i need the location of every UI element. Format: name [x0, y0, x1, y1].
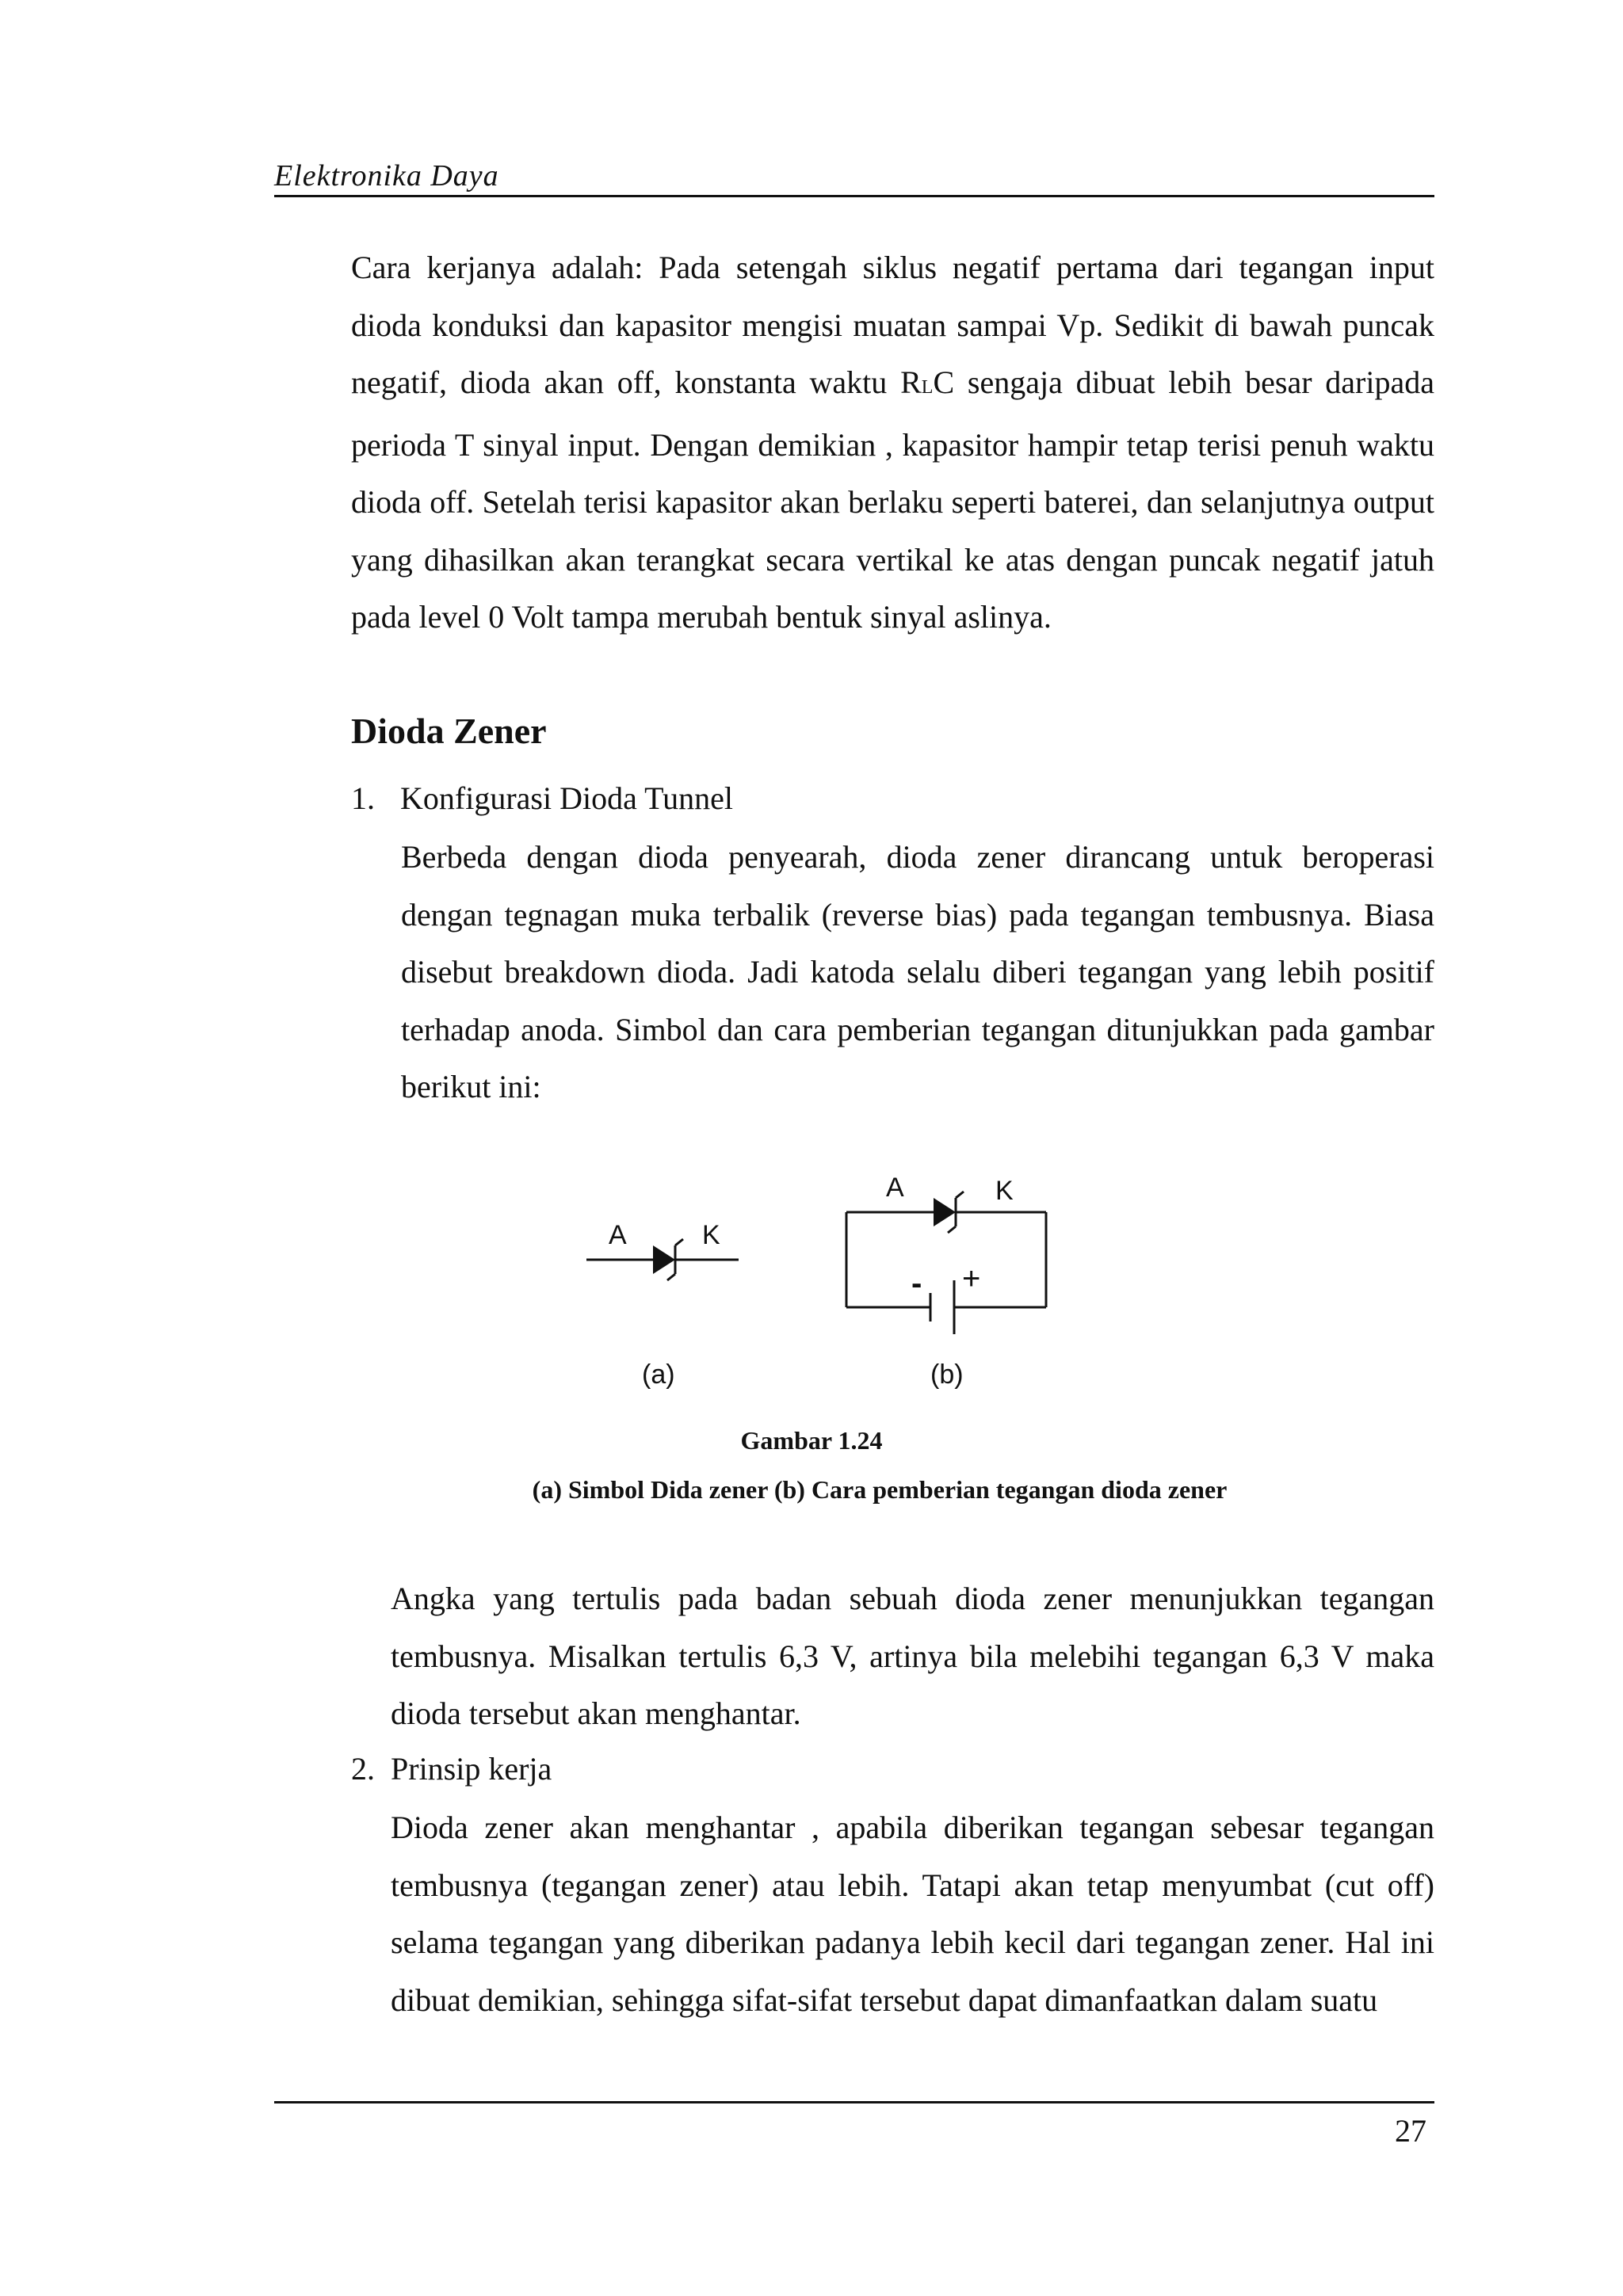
figure-label-a: (a) — [642, 1360, 675, 1390]
running-header: Elektronika Daya — [274, 159, 499, 193]
list-title: Konfigurasi Dioda Tunnel — [400, 780, 733, 816]
battery-minus-label: - — [911, 1266, 922, 1301]
subscript-l: L — [921, 377, 934, 398]
symbol-a-anode-label: A — [609, 1220, 627, 1250]
circuit-b-cathode-flag-top — [956, 1192, 964, 1198]
symbol-a-cathode-label: K — [702, 1220, 720, 1250]
figure-caption-title: Gambar 1.24 — [740, 1426, 883, 1455]
circuit-b-triangle — [934, 1198, 956, 1226]
paragraph-working-principle — [351, 239, 1434, 646]
figure-caption-text: (a) Simbol Dida zener (b) Cara pemberian tegangan dioda zener — [532, 1475, 1228, 1504]
page-number: 27 — [1395, 2113, 1426, 2149]
section-heading: Dioda Zener — [351, 711, 547, 751]
list-title: Prinsip kerja — [391, 1751, 552, 1787]
symbol-a-cathode-flag-top — [675, 1239, 683, 1245]
paragraph-1-text: Cara kerjanya adalah: Pada setengah siklus negatif pertama dari tegangan input dioda konduksi dan kapasitor mengisi muatan sampai Vp. Sedikit di bawah puncak negatif, dioda akan off, konstanta waktu R — [351, 250, 1434, 400]
header-rule — [274, 195, 1434, 197]
paragraph-zener-intro: Berbeda dengan dioda penyearah, dioda zener dirancang untuk beroperasi dengan tegnagan muka terbalik (reverse bias) pada tegangan tembusnya. Biasa disebut breakdown dioda. Jadi katoda selalu diberi tegangan yang lebih positif terhadap anoda. Simbol dan cara pemberian tegangan ditunjukkan pada gambar berikut ini: — [401, 839, 1434, 1104]
symbol-a-triangle — [653, 1245, 675, 1274]
battery-plus-label: + — [962, 1261, 981, 1296]
figure-zener-diode — [555, 1173, 1157, 1410]
list-number: 1. — [351, 780, 375, 816]
paragraph-working-principle-zener: Dioda zener akan menghantar , apabila diberikan tegangan sebesar tegangan tembusnya (tegangan zener) atau lebih. Tatapi akan tetap menyumbat (cut off) selama tegangan yang diberikan padanya lebih kecil dari tegangan zener. Hal ini dibuat demikian, sehingga sifat-sifat tersebut dapat dimanfaatkan dalam suatu — [391, 1810, 1434, 2018]
circuit-b-cathode-flag-bottom — [948, 1226, 956, 1233]
symbol-a-cathode-flag-bottom — [667, 1274, 675, 1280]
list-item-1 — [351, 779, 733, 818]
paragraph-zener-rating: Angka yang tertulis pada badan sebuah dioda zener menunjukkan tegangan tembusnya. Misalkan tertulis 6,3 V, artinya bila melebihi tegangan 6,3 V maka dioda tersebut akan menghantar. — [391, 1581, 1434, 1731]
circuit-b-cathode-label: K — [995, 1176, 1014, 1206]
footer-rule — [274, 2101, 1434, 2103]
list-item-2 — [351, 1749, 552, 1789]
circuit-b-anode-label: A — [886, 1173, 904, 1203]
paragraph-1-rest: C sengaja dibuat lebih besar daripada perioda T sinyal input. Dengan demikian , kapasitor hampir tetap terisi penuh waktu dioda off. Setelah terisi kapasitor akan berlaku seperti baterei, dan selanjutnya output yang dihasilkan akan terangkat secara vertikal ke atas dengan puncak negatif jatuh pada level 0 Volt tampa merubah bentuk sinyal aslinya. — [351, 364, 1435, 635]
list-number: 2. — [351, 1751, 375, 1787]
figure-label-b: (b) — [930, 1360, 964, 1390]
